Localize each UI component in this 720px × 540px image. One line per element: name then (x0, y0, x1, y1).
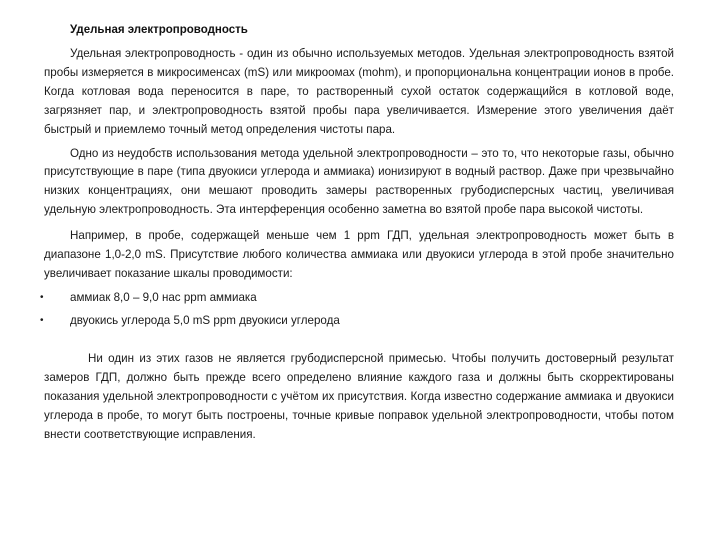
list-item (40, 289, 674, 307)
document-heading: Удельная электропроводность (70, 24, 248, 36)
bullet-icon: • (40, 314, 44, 326)
gas-list (40, 289, 674, 330)
bullet-icon: • (40, 291, 44, 303)
list-item (40, 312, 674, 330)
document-page (40, 22, 674, 444)
paragraph-example: Например, в пробе, содержащей меньше чем 1 ppm ГДП, удельная электропроводность может быть в диапазоне 1,0-2,0 mS. Присутствие любого количества аммиака или двуокиси углерода в этой пробе значительно увеличивает показание шкалы проводимости: (44, 229, 674, 280)
paragraph-intro: Удельная электропроводность - один из обычно используемых методов. Удельная электропроводность взятой пробы измеряется в микросименсах (mS) или микроомах (mohm), и пропорциональна концентрации ионов в пробе. Когда котловая вода переносится в паре, то растворенный сухой остаток содержащийся в котловой воде, загрязняет пар, и электропроводность взятой пробы пара увеличивается. Измерение этого увеличения даёт быстрый и приемлемо точный метод определения чистоты пара. (44, 47, 674, 136)
paragraph-drawback: Одно из неудобств использования метода удельной электропроводности – это то, что некоторые газы, обычно присутствующие в паре (типа двуокиси углерода и аммиака) ионизируют в водный раствор. Даже при чрезвычайно низких концентрациях, они мешают проводить замеры растворенных грубодисперсных частиц, увеличивая удельную электропроводность. Эта интерференция особенно заметна во взятой пробе пара высокой чистоты. (44, 146, 674, 217)
list-item-text: аммиак 8,0 – 9,0 нас ppm аммиака (70, 290, 257, 304)
list-item-text: двуокись углерода 5,0 mS ppm двуокиси углерода (70, 313, 340, 327)
paragraph-conclusion: Ни один из этих газов не является грубодисперсной примесью. Чтобы получить достоверный результат замеров ГДП, должно быть прежде всего определено влияние каждого газа и должны быть скорректированы показания удельной электропроводности с учётом их присутствия. Когда известно содержание аммиака и двуокиси углерода в пробе, то могут быть построены, точные кривые поправок удельной электропроводности, чтобы потом внести соответствующие исправления. (44, 351, 674, 441)
